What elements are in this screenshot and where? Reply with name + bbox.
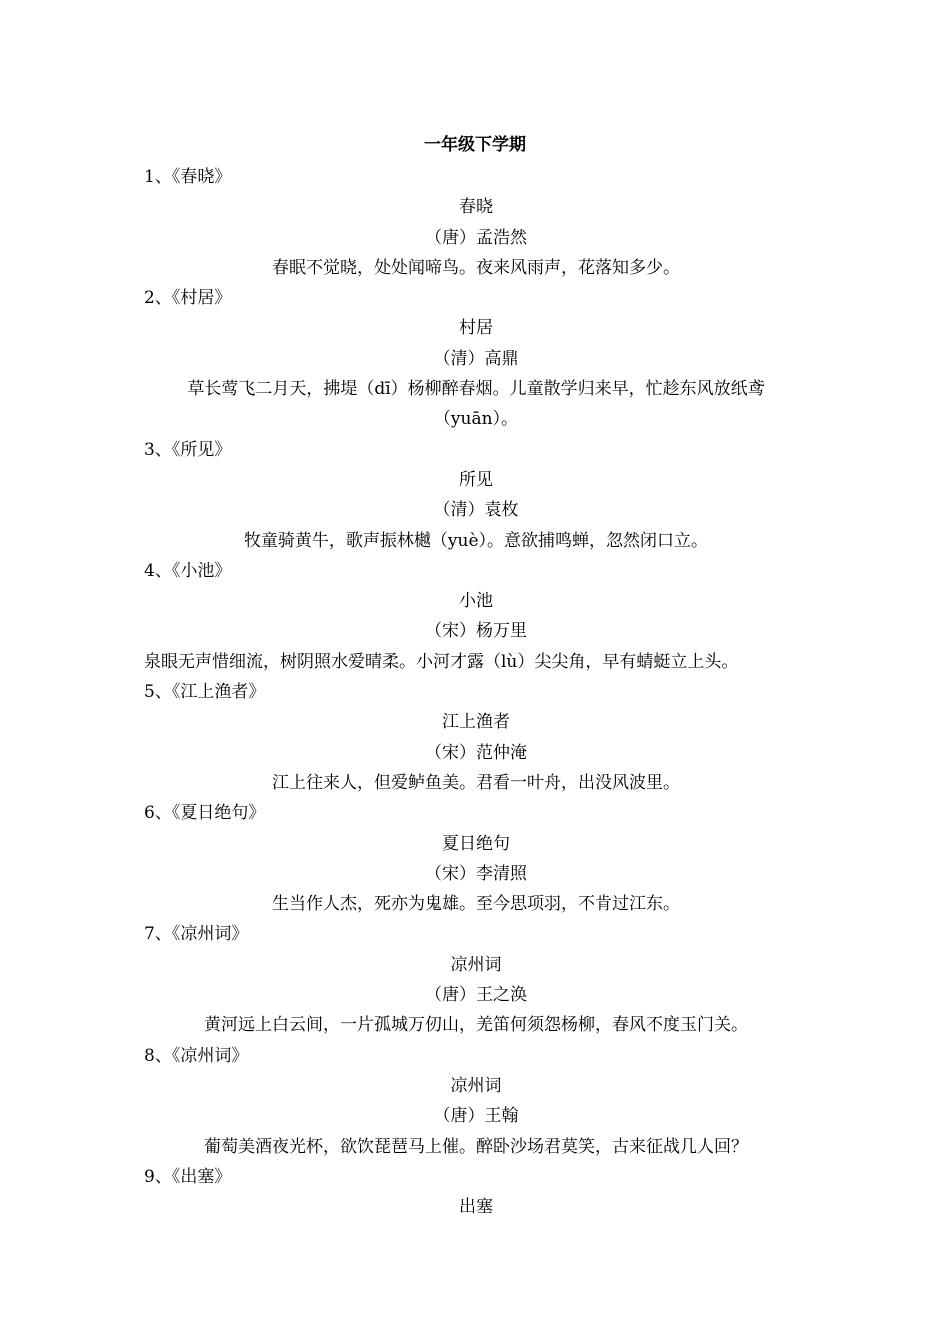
poem-heading: 7、《凉州词》 (144, 924, 249, 945)
poem-text-line: 葡萄美酒夜光杯，欲饮琵琶马上催。醉卧沙场君莫笑，古来征战几人回？ (204, 1136, 748, 1157)
poem-text-line: 江上往来人，但爱鲈鱼美。君看一叶舟，出没风波里。 (272, 772, 680, 793)
poem-author: （唐）孟浩然 (425, 227, 527, 248)
poem-title: 凉州词 (450, 1075, 502, 1096)
poem-title: 春晓 (459, 197, 493, 218)
poem-author: （唐）王翰 (433, 1106, 519, 1127)
poem-author: （唐）王之涣 (425, 985, 527, 1006)
poem-text-line: 春眠不觉晓，处处闻啼鸟。夜来风雨声，花落知多少。 (272, 257, 680, 278)
poem-title: 夏日绝句 (442, 833, 510, 854)
poem-heading: 8、《凉州词》 (144, 1045, 249, 1066)
poem-author: （宋）杨万里 (425, 621, 527, 642)
poem-text-line: （yuān）。 (433, 409, 519, 430)
poem-heading: 9、《出塞》 (144, 1166, 232, 1187)
poem-text-line: 黄河远上白云间，一片孤城万仞山，羌笛何须怨杨柳，春风不度玉门关。 (204, 1015, 748, 1036)
poem-heading: 2、《村居》 (144, 288, 232, 309)
poem-text-line: 泉眼无声惜细流，树阴照水爱晴柔。小河才露（lù）尖尖角，早有蜻蜓立上头。 (144, 651, 739, 672)
poem-title: 江上渔者 (442, 712, 510, 733)
poem-author: （清）高鼎 (433, 348, 519, 369)
poem-author: （宋）李清照 (425, 863, 527, 884)
poem-title: 所见 (459, 469, 493, 490)
poem-title: 小池 (459, 591, 493, 612)
poem-heading: 1、《春晓》 (144, 167, 232, 187)
poem-author: （宋）范仲淹 (425, 742, 527, 763)
poem-text-line: 牧童骑黄牛，歌声振林樾（yuè）。意欲捕鸣蝉，忽然闭口立。 (243, 530, 709, 551)
poem-title: 村居 (459, 318, 493, 339)
page-title: 一年级下学期 (424, 135, 526, 155)
poem-heading: 4、《小池》 (144, 560, 232, 581)
poem-text-line: 草长莺飞二月天，拂堤（dī）杨柳醉春烟。儿童散学归来早，忙趁东风放纸鸢 (187, 379, 765, 400)
poem-text-line: 生当作人杰，死亦为鬼雄。至今思项羽，不肯过江东。 (272, 894, 680, 915)
poem-heading: 5、《江上渔者》 (144, 682, 266, 703)
poem-heading: 6、《夏日绝句》 (144, 803, 266, 824)
poem-title: 凉州词 (450, 954, 502, 975)
poem-author: （清）袁枚 (433, 500, 519, 521)
poem-heading: 3、《所见》 (144, 439, 232, 460)
poem-list (144, 162, 808, 1222)
poem-title: 出塞 (459, 1197, 493, 1218)
